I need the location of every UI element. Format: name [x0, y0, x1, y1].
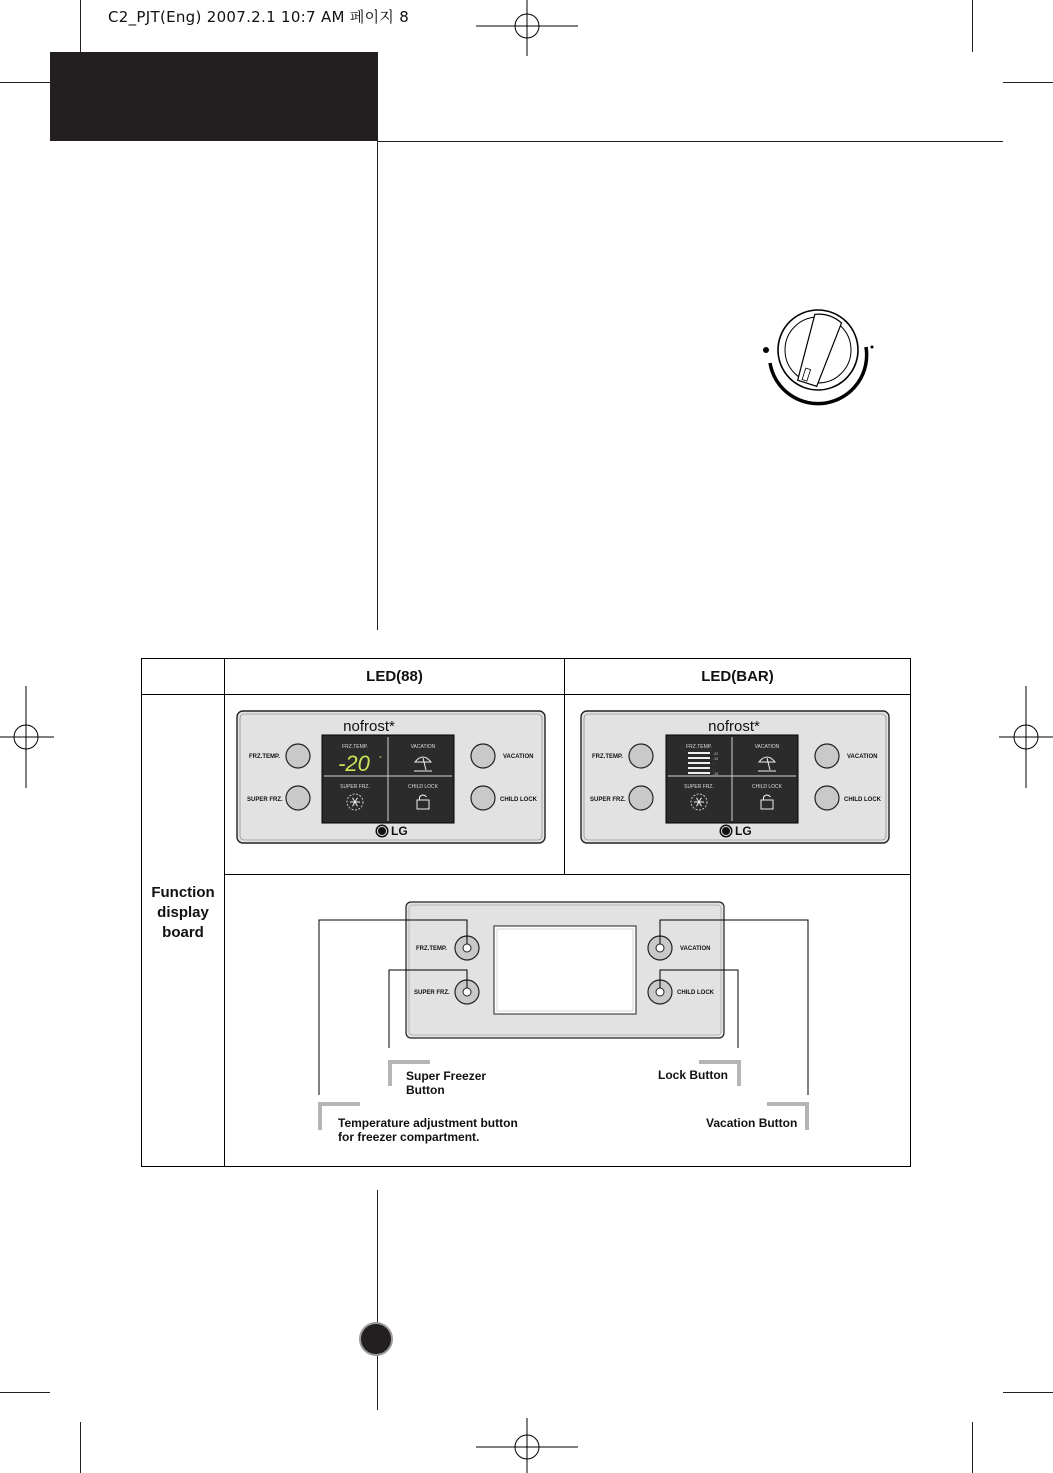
degree-sign: °: [379, 756, 382, 763]
callout-line: Button: [406, 1083, 445, 1097]
bar-label: -: [713, 767, 715, 771]
brand-logo: nofrost*: [708, 718, 760, 735]
registration-mark-bottom: [476, 1418, 578, 1473]
registration-mark-top: [476, 0, 578, 60]
display-label: SUPER FRZ.: [340, 784, 370, 790]
page-number-badge: [359, 1322, 393, 1356]
button-label: SUPER FRZ.: [247, 797, 283, 803]
display-label: VACATION: [410, 744, 436, 750]
vacation-button[interactable]: [471, 744, 495, 768]
child-lock-button[interactable]: [471, 786, 495, 810]
callout-line: Temperature adjustment button: [338, 1116, 518, 1130]
frz-temp-button[interactable]: [286, 744, 310, 768]
table-border-mid: [224, 874, 911, 875]
button-label: VACATION: [680, 946, 711, 952]
button-label: FRZ.TEMP.: [249, 754, 280, 760]
display-label: SUPER FRZ.: [684, 784, 714, 790]
button-label: SUPER FRZ.: [414, 990, 450, 996]
button-label: VACATION: [847, 754, 878, 760]
button-label: CHILD LOCK: [500, 797, 537, 803]
table-border-bottom: [141, 1166, 911, 1167]
display-label: FRZ.TEMP.: [342, 744, 368, 750]
ledbar-control-panel: [580, 710, 892, 846]
crop-mark: [972, 1422, 973, 1473]
super-frz-button[interactable]: [629, 786, 653, 810]
row-label-line: Function: [151, 884, 215, 901]
vacation-button[interactable]: [815, 744, 839, 768]
lg-logo-icon: [376, 825, 389, 838]
bar-label: -15: [713, 772, 719, 776]
display-label: CHILD LOCK: [751, 784, 783, 790]
crop-mark: [80, 0, 81, 52]
table-border-header: [141, 694, 911, 695]
lock-callout: Lock Button: [658, 1068, 728, 1082]
crop-mark: [972, 0, 973, 52]
crop-mark: [0, 82, 50, 83]
super-frz-button[interactable]: [286, 786, 310, 810]
led88-control-panel: [236, 710, 548, 846]
button-label: VACATION: [503, 754, 534, 760]
temperature-callout: [338, 1116, 518, 1144]
table-border-top: [141, 658, 911, 659]
section-title-block: [50, 52, 378, 141]
display-label: CHILD LOCK: [407, 784, 439, 790]
crop-mark: [1003, 82, 1053, 83]
callout-line: for freezer compartment.: [338, 1130, 480, 1144]
bar-label: -: [713, 762, 715, 766]
display-label: VACATION: [754, 744, 780, 750]
brand-logo: nofrost*: [343, 718, 395, 735]
button-label: SUPER FRZ.: [590, 797, 626, 803]
registration-mark-right: [999, 686, 1053, 788]
vacation-callout: Vacation Button: [706, 1116, 798, 1130]
child-lock-button[interactable]: [815, 786, 839, 810]
button-label: FRZ.TEMP.: [416, 946, 447, 952]
column-header-ledbar: LED(BAR): [701, 668, 774, 685]
table-border-col2: [564, 658, 565, 874]
table-border-col1: [224, 658, 225, 1167]
row-label-line: display: [157, 904, 209, 921]
frz-temp-button[interactable]: [629, 744, 653, 768]
temperature-readout: -20: [338, 751, 370, 776]
lg-logo-icon: [720, 825, 733, 838]
bar-label: -22: [713, 752, 719, 756]
button-label: CHILD LOCK: [677, 990, 714, 996]
super-freezer-callout: [406, 1069, 486, 1097]
crop-mark: [0, 1392, 50, 1393]
row-label: [142, 883, 224, 943]
column-divider: [377, 141, 378, 630]
print-header: C2_PJT(Eng) 2007.2.1 10:7 AM 페이지 8: [108, 8, 410, 26]
lg-logo-text: LG: [735, 824, 752, 838]
crop-mark: [1003, 1392, 1053, 1393]
bar-label: -19: [713, 757, 719, 761]
registration-mark-left: [0, 686, 54, 788]
crop-mark: [80, 1422, 81, 1473]
column-header-led88: LED(88): [366, 668, 423, 685]
lg-logo-text: LG: [391, 824, 408, 838]
callout-line: Super Freezer: [406, 1069, 487, 1083]
table-border-right: [910, 658, 911, 1167]
display-label: FRZ.TEMP.: [686, 744, 712, 750]
button-label: FRZ.TEMP.: [592, 754, 623, 760]
button-label: CHILD LOCK: [844, 797, 881, 803]
column-divider-bottom: [377, 1190, 378, 1410]
header-rule: [378, 141, 1003, 142]
row-label-line: board: [162, 924, 204, 941]
control-dial-icon: [756, 305, 880, 409]
